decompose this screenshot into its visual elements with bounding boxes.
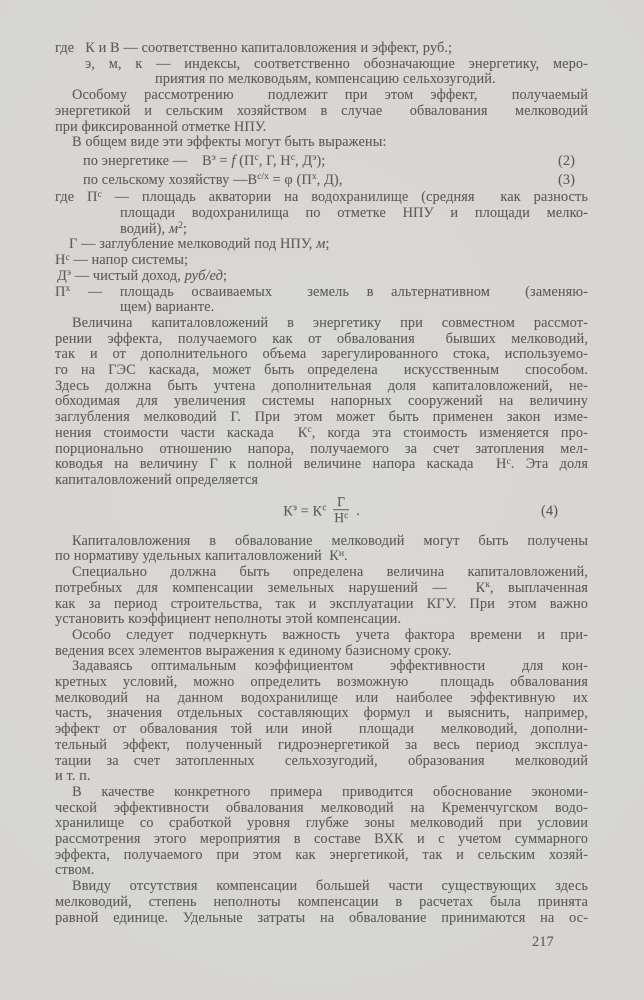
superscript: 2 xyxy=(178,220,183,232)
superscript: э xyxy=(66,267,71,279)
superscript: с xyxy=(65,251,70,263)
superscript: э xyxy=(211,152,216,164)
text-line: приятия по мелководьям, компенсацию сельхозугодий. xyxy=(155,71,496,88)
text-line: по нормативу удельных капиталовложений $К^н$. xyxy=(55,547,348,565)
text-line: тации за счет затопленных сельхозугодий, образования мелководий xyxy=(55,752,588,769)
text-line: э, м, к — индексы, соответственно обозначающие энергетику, меро- xyxy=(85,55,588,72)
text-line: Ввиду отсутствия компенсации большей части существующих здесь xyxy=(72,878,588,895)
equation-text: по сельскому хозяйству $—В^{с/х} = \varphi$ ($П^х$, Д), xyxy=(83,171,343,188)
text-line: так и от дополнительного объема зарегулированного стока, используемо- xyxy=(55,346,588,363)
equation-row xyxy=(55,173,588,189)
text-line: го на ГЭС каскада, может быть определена искусственным способом. xyxy=(55,362,588,379)
superscript: с xyxy=(344,510,349,521)
equation-number: (2) xyxy=(557,152,575,169)
text-line: порционально отношению напора, получаемого за счет затопления мел- xyxy=(55,440,588,457)
text-line: В качестве конкретного примера приводится обоснование экономи- xyxy=(72,783,588,800)
text-line: при фиксированной отметке НПУ. xyxy=(55,118,267,135)
text-line: Капиталовложения в обвалование мелководий могут быть получены xyxy=(72,532,588,549)
text-line: В общем виде эти эффекты могут быть выражены: xyxy=(72,134,387,151)
text-line: Особо следует подчеркнуть важность учета фактора времени и при- xyxy=(72,626,588,643)
text-line: Величина капиталовложений в энергетику при совместном рассмот- xyxy=(72,314,588,331)
text-line: площади водохранилища по отметке НПУ и площади мелко- xyxy=(120,205,588,222)
superscript: с/х xyxy=(257,171,269,183)
superscript: х xyxy=(311,171,317,183)
text-line: мелководий на данном водохранилище или наиболее эффективную их xyxy=(55,689,588,706)
superscript: с xyxy=(506,455,511,467)
text-line: и т. п. xyxy=(55,768,91,785)
superscript: э xyxy=(292,502,297,514)
text-line: где $П^с$ — площадь акватории на водохранилище (средняя как разность xyxy=(55,188,588,206)
text-line: ческой эффективности обвалования мелководий на Кременчугском водо- xyxy=(55,799,588,816)
superscript: к xyxy=(485,579,490,591)
text-line: установить коэффициент неполноты этой компенсации. xyxy=(55,611,402,628)
text-line: Здесь должна быть учтена дополнительная доля капиталовложений, не- xyxy=(55,377,588,394)
superscript: с xyxy=(97,188,102,200)
superscript: х xyxy=(65,282,71,294)
text-line: эффекта, получаемого при этом как энергетикой, так и сельским хозяй- xyxy=(55,846,588,863)
equation-row xyxy=(55,154,588,170)
italic-term: м xyxy=(316,236,326,253)
superscript: с xyxy=(254,152,259,164)
equation-text: по энергетике — $В^э = f$ ($П^с$, Г, $Н^с$, $Д^э$); xyxy=(83,152,326,169)
text-line: щем) варианте. xyxy=(120,299,215,316)
superscript: э xyxy=(312,152,317,164)
text-line: $Н^с$ — напор системы; xyxy=(55,251,189,269)
display-equation xyxy=(55,495,588,529)
text-line: Г — заглубление мелководий под НПУ, м; xyxy=(69,236,330,253)
text-line: заглубления мелководий Г. При этом может быть применен закон изме- xyxy=(55,409,588,426)
text-line: $П^х$ — площадь осваиваемых земель в альтернативном (заменяю- xyxy=(55,282,588,300)
superscript: с xyxy=(322,502,327,514)
text-line: потребных для компенсации земельных нарушений — $К^к$, выплаченная xyxy=(55,579,589,596)
text-line: нения стоимости части каскада $К^с$, когда эта стоимость изменяется про- xyxy=(55,424,588,441)
page-number: 217 xyxy=(532,934,554,951)
italic-term: м xyxy=(168,220,179,237)
text-line: кретных условий, можно определить возможную площадь обвалования xyxy=(55,674,588,691)
equation-number: (3) xyxy=(557,171,575,188)
text-line: ством. xyxy=(55,862,95,879)
text-line: обходимая для увеличения системы напорных сооружений на величину xyxy=(55,393,588,410)
superscript: н xyxy=(338,547,345,559)
superscript: с xyxy=(290,152,295,164)
text-line: ведения всех элементов выражения к единому базисному сроку. xyxy=(55,642,452,659)
text-line: Особому рассмотрению подлежит при этом эффект, получаемый xyxy=(72,87,588,104)
equation-text: $К^э = К^с$ $\frac{Г}{Н^с}$ . xyxy=(283,493,360,526)
text-line: капиталовложений определяется xyxy=(55,471,259,488)
text-lines xyxy=(55,41,588,926)
text-line: $Д^э$ — чистый доход, руб/ед; xyxy=(57,267,228,284)
text-line: равной единице. Удельные затраты на обвалование принимаются на ос- xyxy=(55,909,588,926)
equation-number: (4) xyxy=(540,502,558,519)
text-line: как за период строительства, так и эксплуатации КГУ. При этом важно xyxy=(55,595,588,612)
text-line: Задаваясь оптимальным коэффициентом эффективности для кон- xyxy=(72,658,588,675)
text-line: Специально должна быть определена величина капиталовложений, xyxy=(72,564,588,581)
italic-term: f xyxy=(231,152,236,169)
text-line: ководья на величину Г к полной величине напора каскада $Н^с$. Эта доля xyxy=(55,455,588,473)
equation-suffix: . xyxy=(356,502,360,519)
text-line: хранилище со сработкой уровня глубже зоны мелководий при условии xyxy=(55,815,588,832)
superscript: с xyxy=(307,424,312,436)
text-line: рассмотрения этого мероприятия в составе ВХК и с учетом суммарного xyxy=(55,831,588,848)
fraction-numerator: Г xyxy=(333,495,349,511)
text-line: эффект от обвалования той или иной площади мелководий, дополни- xyxy=(55,721,588,738)
text-line: часть, значения отдельных составляющих формул и выяснить, например, xyxy=(55,705,588,722)
page-text xyxy=(55,41,588,951)
fraction-denominator: $Н^с$ xyxy=(334,510,349,526)
text-line: мелководий, степень неполноты компенсации в расчетах была принята xyxy=(55,893,588,910)
text-line: водий), $м^2$; xyxy=(120,220,187,237)
text-line: рении эффекта, получаемого как от обвалования бывших мелководий, xyxy=(55,330,588,347)
text-line: где К и В — соответственно капиталовложения и эффект, руб.; xyxy=(55,40,453,56)
italic-term: руб/ед xyxy=(184,267,224,284)
text-line: энергетикой и сельским хозяйством в случае обвалования мелководий xyxy=(55,102,588,119)
text-line: тельный эффект, полученный гидроэнергетикой за весь период эксплуа- xyxy=(55,736,588,753)
fraction xyxy=(333,495,349,526)
